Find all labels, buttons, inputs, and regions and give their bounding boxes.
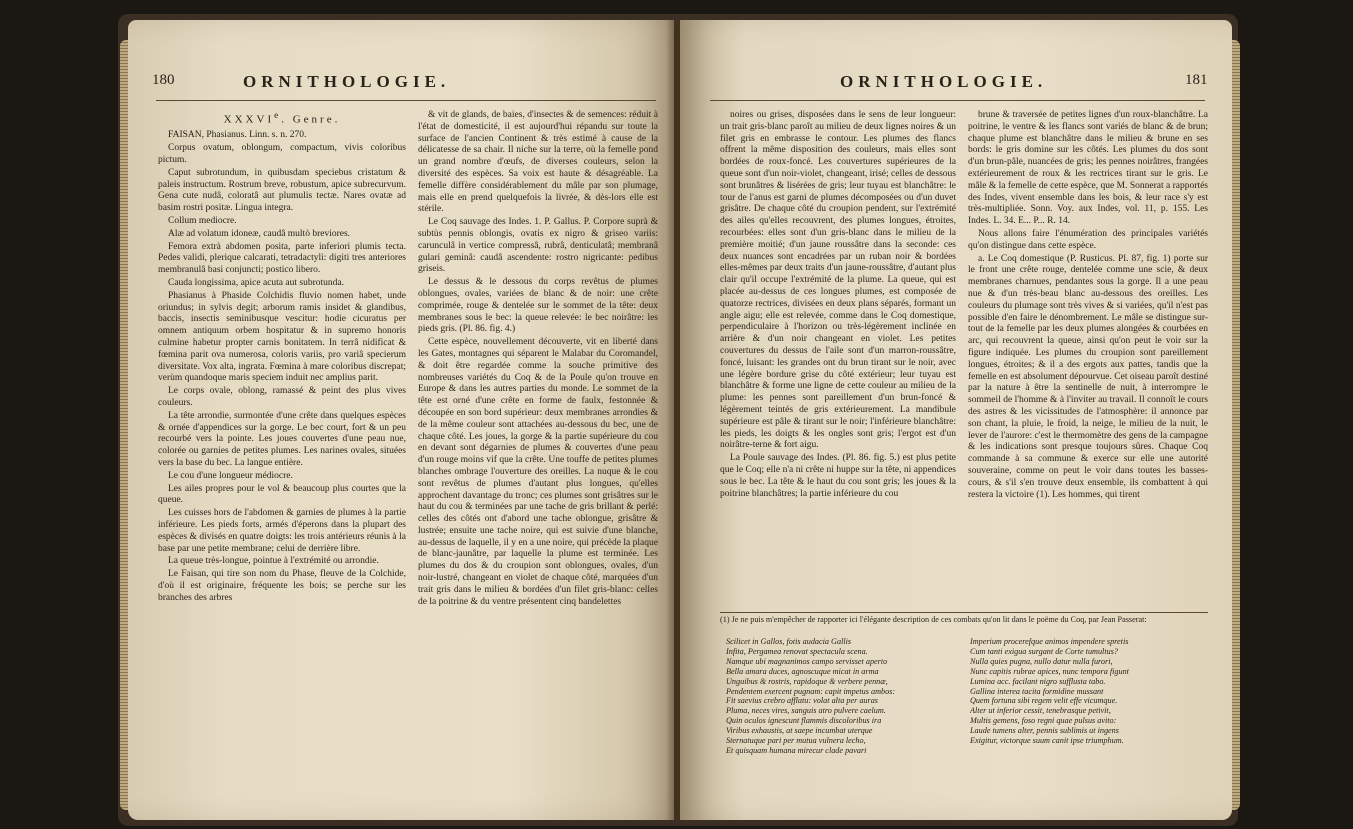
verse-line: Namque ubi magnanimos campo servisset aperto [726,656,888,666]
footnote-intro: (1) Je ne puis m'empêcher de rapporter ici l'élégante description de ces combats qu'on lit dans le poëme du Coq, par Jean Passerat: [720,615,1147,624]
verse-left-column [726,637,962,807]
left-folio: 180 [152,72,175,88]
footnote-rule [720,612,1208,613]
paragraph: Les cuisses hors de l'abdomen & garnies de plumes à la partie inférieure. Les pieds forts, armés d'éperons dans la plupart des espèces & divisés en quatre doigts: les trois antérieurs réunis à la base par une petite membrane; celui de derrière libre. [158,508,406,554]
verse-line: Infita, Pergamea renovat spectacula scena. [726,646,868,656]
paragraph: Le cou d'une longueur médiocre. [168,470,293,481]
verse-line: Nulla quies pugna, nullo datur nulla furori, [970,656,1113,666]
paragraph: La queue très-longue, pointue à l'extrémité ou arrondie. [168,556,379,567]
paragraph: Phasianus à Phaside Colchidis fluvio nomen habet, unde oriundus; in sylvis degit; arborum ramis insidet & glandibus, baccis, insectis seminibusque vescitur: hodie cicuratus per omnem antiquum orbem hospitatur & in supremo honoris culmine habetur propter carnis bonitatem. In terrâ nidificat & fœmina parit ova numerosa, coloris variis, pro variâ specierum diversitate. Vox alta, ingrata. Fœmina à mare coloribus discrepat; verùm quandoque maris speciem induit nec amplius parit. [158,290,406,384]
paragraph: Le dessus & le dessous du corps revêtus de plumes oblongues, ovales, variées de blanc & de noir: une crête comprimée, rouge & dentelée sur le sommet de la tête: deux membranes sous le bec: la queue relevée: le bec noirâtre: les pieds gris. (Pl. 86. fig. 4.) [418,277,658,335]
paragraph: Nous allons faire l'énumération des principales variétés qu'on distingue dans cette espèce. [968,228,1208,251]
verse-line: Laude tumens alter, pennis sublimis ut ingens [970,726,1119,736]
left-column-1 [158,110,406,810]
verse-line: Exigitur, victorque suum canit ipse triumphum. [970,736,1124,746]
verse-line: Unguibus & rostris, rapidoque & verbere pennæ, [726,676,888,686]
verse-line: Fit saevius crebro afflatu: volat alta per auras [726,696,878,706]
verse-line: Viribus exhaustis, at saepe incumbat uterque [726,726,873,736]
paragraph: noires ou grises, disposées dans le sens de leur longueur: un trait gris-blanc paroît au milieu de deux lignes noires & un filet gris en embrasse le contour. Les plumes des flancs offrent la même disposition des couleurs, mais elles sont bordées de roux-foncé. Les couvertures supérieures de la queue sont d'un noir-violet, changeant, irisé; celles de dessous sont brunâtres & lisérées de gris; leur tuyau est blanchâtre: le tour de l'anus est garni de plumes décomposées ou d'un duvet grisâtre. De chaque côté du croupion pendent, sur l'extrémité des ailes qu'elles recouvrent, des plumes longues, étroites, recourbées: elles sont d'un gris-blanc dans le milieu de la première moitié; d'un jaune roussâtre dans la seconde: ces deux nuances sont encadrées par un ruban noir & bordées elles-mêmes par deux traits d'un jaune-roussâtre, d'autant plus clair qu'il occupe l'extrémité de la plume. La queue, qui est placée au-dessus de ces longues plumes, est composée de quatorze rectrices, divisées en deux plans séparés, formant un angle aigu; elle est relevée, comme dans le Coq domestique, perpendiculaire à l'horizon ou très-légèrement inclinée en arrière & d'un noir changeant en violet. Les petites couvertures du dessus de l'aile sont d'un marron-roussâtre, foncé, luisant: les grandes ont du brun tirant sur le noir, avec une légère bordure grise du côté extérieur; leur tuyau est blanchâtre & forme une ligne de cette couleur au milieu de la plume: les pennes sont pareillement d'un brun-foncé & légèrement teintés de gris extérieurement. La mandibule supérieure est pâle & tirant sur le noir; l'inférieure blanchâtre: les pieds, les doigts & les ongles sont gris; l'ergot est d'un noirâtre-terne & fort aigu. [720,110,956,451]
verse-line: Quin oculos ignescunt flammis discoloribus ira [726,716,882,726]
genre-heading: XXXVIe. Genre. [223,110,341,126]
right-running-head: ORNITHOLOGIE. [840,72,1048,91]
paragraph: Caput subrotundum, in quibusdam speciebus cristatum & paleis instructum. Rostrum breve, robustum, apice subrecurvum. Gena cute nudâ, coloratâ aut plumulis tectæ. Nares ovatæ ad basim rostri positæ. Lingua integra. [158,167,406,214]
paragraph: & vit de glands, de baies, d'insectes & de semences: réduit à l'état de domesticité, il est aujourd'hui répandu sur toute la surface de l'ancien Continent & très estimé à cause de la délicatesse de sa chair. Il niche sur la terre, où la femelle pond un grand nombre d'œufs, de diverses couleurs, selon la diversité des espèces. Sa voix est haute & désagréable. La femelle diffère considérablement du mâle par son plumage, mais elle en prend quelquefois la livrée, & dès-lors elle est stérile. [418,110,658,215]
right-folio: 181 [1185,72,1208,88]
paragraph: Cette espèce, nouvellement découverte, vit en liberté dans les Gates, montagnes qui séparent le Malabar du Coromandel, & doit être regardée comme la souche primitive des nombreuses variétés du Coq & de la Poule qu'on trouve en Europe & dans les autres parties du monde. Le sommet de la tête est orné d'une crête en forme de faulx, festonnée & découpée en son bord supérieur: deux membranes arrondies & de la même couleur sont attachées au-dessous du bec, une de chaque côté. Les joues, la gorge & la partie supérieure du cou en devant sont dégarnies de plumes & couvertes d'une peau d'un rouge moins vif que la crête. Une touffe de petites plumes blanches ombrage l'ouverture des oreilles. La nuque & le cou sont revêtus de plumes d'autant plus longues, qu'elles approchent davantage du tronc; ces plumes sont grisâtres sur le haut du cou & terminées par une tache de gris brillant & perlé: celles des côtés ont d'abord une tache oblongue, grisâtre & lustrée; ensuite une tache noire, qui est suivie d'une blanche, au-dessus de laquelle, il y en a une noire, qui précède la plaque de blanc-jaunâtre, par laquelle la plume est terminée. Les plumes du dos & du croupion sont oblongues, ovales, d'un noir-lustré, changeant en violet de chaque côté, marquées d'un trait gris dans le milieu & bordées d'un filet gris-blanc: celles de la poitrine & du ventre présentent cinq bandelettes [418,337,658,607]
paragraph: Le Coq sauvage des Indes. 1. P. Gallus. P. Corpore suprà & subtùs pennis oblongis, ovatis ex nigro & griseo variis: carunculâ in vertice compressâ, rubrâ, denticulatâ; membranâ gulari geminâ: caudâ ascendente: rostro nigricante: pedibus griseis. [418,217,658,275]
verse-line: Sternatuque pari per mutua vulnera lecho, [726,736,866,746]
verse-line: Gallina interea tacita formidine mussant [970,686,1104,696]
verse-line: Et quisquam humana mirecur clade pavari [726,745,867,755]
left-head-rule [156,100,656,101]
verse-line: Quem fortuna sibi regem velit effe vicumque. [970,696,1118,706]
paragraph: La Poule sauvage des Indes. (Pl. 86. fig. 5.) est plus petite que le Coq; elle n'a ni crête ni huppe sur la tête, ni appendices sous le bec. La tête & le haut du cou sont gris; les joues & la poitrine blanchâtres; la partie inférieure du cou [720,453,956,499]
paragraph: Alæ ad volatum idoneæ, caudâ multò breviores. [168,228,351,239]
paragraph: Le Faisan, qui tire son nom du Phase, fleuve de la Colchide, d'où il est originaire, fréquente les bois; se perche sur les branches des arbres [158,569,406,603]
paragraph: La tête arrondie, surmontée d'une crête dans quelques espèces & ornée d'appendices sur la gorge. Le bec court, fort & un peu recourbé vers la pointe. Les joues couvertes d'une peau nue, colorée ou garnies de petites plumes. Les narines ovales, situées vers la base du bec. La langue entière. [158,410,406,468]
left-running-head: ORNITHOLOGIE. [243,72,451,91]
verse-line: Nunc capitis rubrae apices, nunc tempora figunt [970,666,1129,676]
right-page [680,20,1232,820]
verse-line: Pendentem exercent pugnam: capit impetus ambos: [726,686,896,696]
verse-line: Scilicet in Gallos, fotis audacia Gallis [726,637,852,646]
paragraph: brune & traversée de petites lignes d'un roux-blanchâtre. La poitrine, le ventre & les flancs sont variés de blanc & de brun; chaque plume est blanchâtre dans le milieu & brune en ses bords: le gris domine sur les côtés. Les plumes du dos sont d'un brun-pâle, nuancées de gris; les pennes noirâtres, frangées extérieurement de roux & les rectrices tirant sur le gris. Le mâle & la femelle de cette espèce, que M. Sonnerat a rapportés des Indes, vivent ensemble dans les bois, & leur race s'y est très-multipliée. Sonn. Voy. aux Indes, vol. 11, p. 155. Les Indes. L. 34. E... P... R. 14. [968,110,1208,227]
verse-line: Cum tanti exigua surgant de Corte tumultus? [970,646,1118,656]
paragraph: a. Le Coq domestique (P. Rusticus. Pl. 87, fig. 1) porte sur le front une crête rouge, dentelée comme une scie, & deux membranes charnues, pendantes sous la gorge. Il a une peau nue & d'un très-beau blanc au-dessous des oreilles. Les couleurs du plumage sont très vives & si variées, qu'il n'est pas possible d'en faire le dénombrement. Le mâle se distingue sur-tout de la femelle par les deux plumes alongées & courbées en arc, qui recouvrent la queue, ainsi qu'on peut le voir sur la figure indiquée. Les plumes du croupion sont pareillement longues, étroites; & il a des ergots aux pattes, tandis que la femelle en est absolument dépourvue. Cet oiseau paroît destiné par la nature à être la sentinelle de nuit, à interrompre le sommeil de l'homme & à l'inviter au travail. Il connoît le cours des astres & les vicissitudes de l'atmosphère: il annonce par son chant, la pluie, le froid, la neige, le milieu de la nuit, le lever de l'aurore: c'est le thermomètre des gens de la campagne & les indications sont presque toujours sûres. Chaque Coq commande à sa commune & exerce sur elle une autorité souveraine, comme on peut le voir dans toutes les basses-cours, & s'il s'en trouve deux ensemble, ils combattent à qui restera la victoire (1). Les hommes, qui tirent [968,253,1208,500]
paragraph: FAISAN, Phasianus. Linn. s. n. 270. [168,130,307,141]
left-page [128,20,674,820]
verse-line: Multis gemens, foso regni quae pulsus avito: [970,716,1117,726]
verse-line: Bella amara duces, agnoscuque micat in arma [726,666,879,676]
verse-line: Pluma, neces vires, sanguis atro pulvere caelum. [726,706,886,716]
paragraph: Les ailes propres pour le vol & beaucoup plus courtes que la queue. [158,483,406,506]
verse-right-column [970,637,1206,807]
paragraph: Collum mediocre. [168,216,237,227]
paragraph: Corpus ovatum, oblongum, compactum, vivis coloribus pictum. [158,143,406,166]
verse-line: Lumina acc. facilant nigro sufflusta tabo. [970,676,1106,686]
verse-line: Imperium procerefque animos impendere spretis [970,637,1129,646]
right-column-2 [968,110,1208,610]
verse-line: Alter ut inferior cessit, tenebrasque petivit, [970,706,1111,716]
paragraph: Le corps ovale, oblong, ramassé & peint des plus vives couleurs. [158,386,406,408]
right-column-1 [720,110,956,610]
left-column-2 [418,110,658,810]
right-head-rule [710,100,1205,101]
paragraph: Femora extrà abdomen posita, parte inferiori plumis tecta. Pedes validi, plerique calcarati, tetradactyli: digiti tres anteriores membranulâ basi conjuncti; postico libero. [158,241,406,276]
paragraph: Cauda longissima, apice acuta aut subrotunda. [168,278,344,289]
